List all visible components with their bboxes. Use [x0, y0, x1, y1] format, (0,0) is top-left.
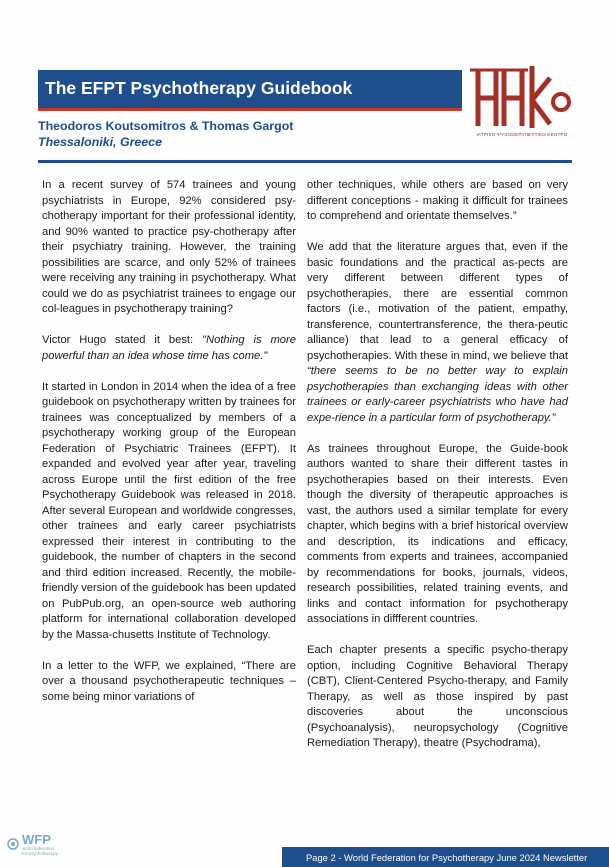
- article-authors: Theodoros Koutsomitros & Thomas Gargot: [38, 119, 294, 133]
- wfp-subtitle-line2: for psychotherapy: [22, 851, 58, 856]
- article-title: The EFPT Psychotherapy Guidebook: [45, 78, 353, 98]
- right-column: [307, 178, 568, 767]
- wfp-logo-text: WFP: [22, 832, 51, 847]
- article-location: Thessaloniki, Greece: [38, 135, 162, 149]
- quote-intro: Victor Hugo stated it best:: [42, 334, 203, 346]
- trainee-quote: “there seems to be no better way to explain psychotherapies than exchanging ideas with other trainees or early-career psychiatrists who have had expe-rience in a particular form of psychotherapy.”: [307, 365, 568, 424]
- title-banner: [38, 70, 462, 111]
- paragraph: Each chapter presents a specific psycho-therapy option, including Cognitive Behavioral Therapy (CBT), Client-Centered Psycho-therapy, and Family Therapy, as well as those inspired by past discoveries about the unconscious (Psychoanalysis), neuropsychology (Cognitive Remediation Therapy), theatre (Psychodrama),: [307, 644, 568, 749]
- paragraph: [42, 333, 296, 364]
- header-divider: [38, 160, 572, 163]
- logo-caption: ΙΑΤΡΙΚΟ ΨΥΧΟΘΕΡΑΠΕΥΤΙΚΟ ΚΕΝΤΡΟ: [476, 132, 568, 137]
- footer-text: Page 2 - World Federation for Psychotherapy June 2024 Newsletter: [306, 852, 588, 863]
- paragraph: In a recent survey of 574 trainees and young psychiatrists in Europe, 92% considered psy-chotherapy important for their professional identity, and 90% wanted to practice psy-chotherapy after their psychiatry training. However, the training possibilities are scarce, and only 52% of trainees were receiving any training in psychotherapy. What could we do as psychiatrist trainees to engage our col-leagues in psychotherapy training?: [42, 179, 296, 315]
- wfp-logo-icon: [6, 834, 20, 854]
- paragraph-text: We add that the literature argues that, even if the basic foundations and the practical as-pects are very different between different types of psychotherapies, there are essential common factors (i.e., motivation of the patient, empathy, transference, countertransference, the thera-peutic alliance) that lead to a general efficacy of psychotherapies. With these in mind, we believe that: [307, 241, 568, 362]
- paragraph: In a letter to the WFP, we explained, “There are over a thousand psychotherapeutic techniques – some being minor variations of: [42, 659, 296, 703]
- left-column: [42, 178, 296, 721]
- paragraph: As trainees throughout Europe, the Guide-book authors wanted to share their different tastes in psychotherapies based on their interests. Even though the diversity of therapeutic approaches is vast, the authors used a similar template for every chapter, which begins with a brief historical overview and description, its indications and efficacy, comments from experts and trainees, accompanied by recommendations for books, journals, videos, research possibilities, related training events, and links and contact information for psychotherapy associations in diffferent countries.: [307, 442, 568, 625]
- paragraph: [307, 240, 568, 426]
- wfp-logo-subtitle: [22, 846, 58, 856]
- paragraph: other techniques, while others are based on very different conceptions - making it difficult for trainees to comprehend and orientate themselves.”: [307, 179, 568, 222]
- paragraph: It started in London in 2014 when the idea of a free guidebook on psychotherapy written by trainees for trainees was conceptualized by members of a psychotherapy working group of the European Federation of Psychiatric Trainees (EFPT). It expanded and evolved year after year, traveling across Europe until the first edition of the free Psychotherapy Guidebook was released in 2018. After several European and worldwide congresses, other trainees and early career psychiatrists expressed their interest in contributing to the guidebook, the number of chapters in the second and third edition increased. Recently, the mobile-friendly version of the guidebook has been updated on PubPub.org, an open-source web authoring platform for international collaboration developed by the Massa-chusetts Institute of Technology.: [42, 380, 296, 641]
- footer-banner: [282, 847, 609, 867]
- victor-hugo-quote: "Nothing is more powerful than an idea whose time has come.": [42, 334, 296, 362]
- wfp-subtitle-line1: world federation: [22, 846, 55, 851]
- wfp-logo: [6, 832, 76, 860]
